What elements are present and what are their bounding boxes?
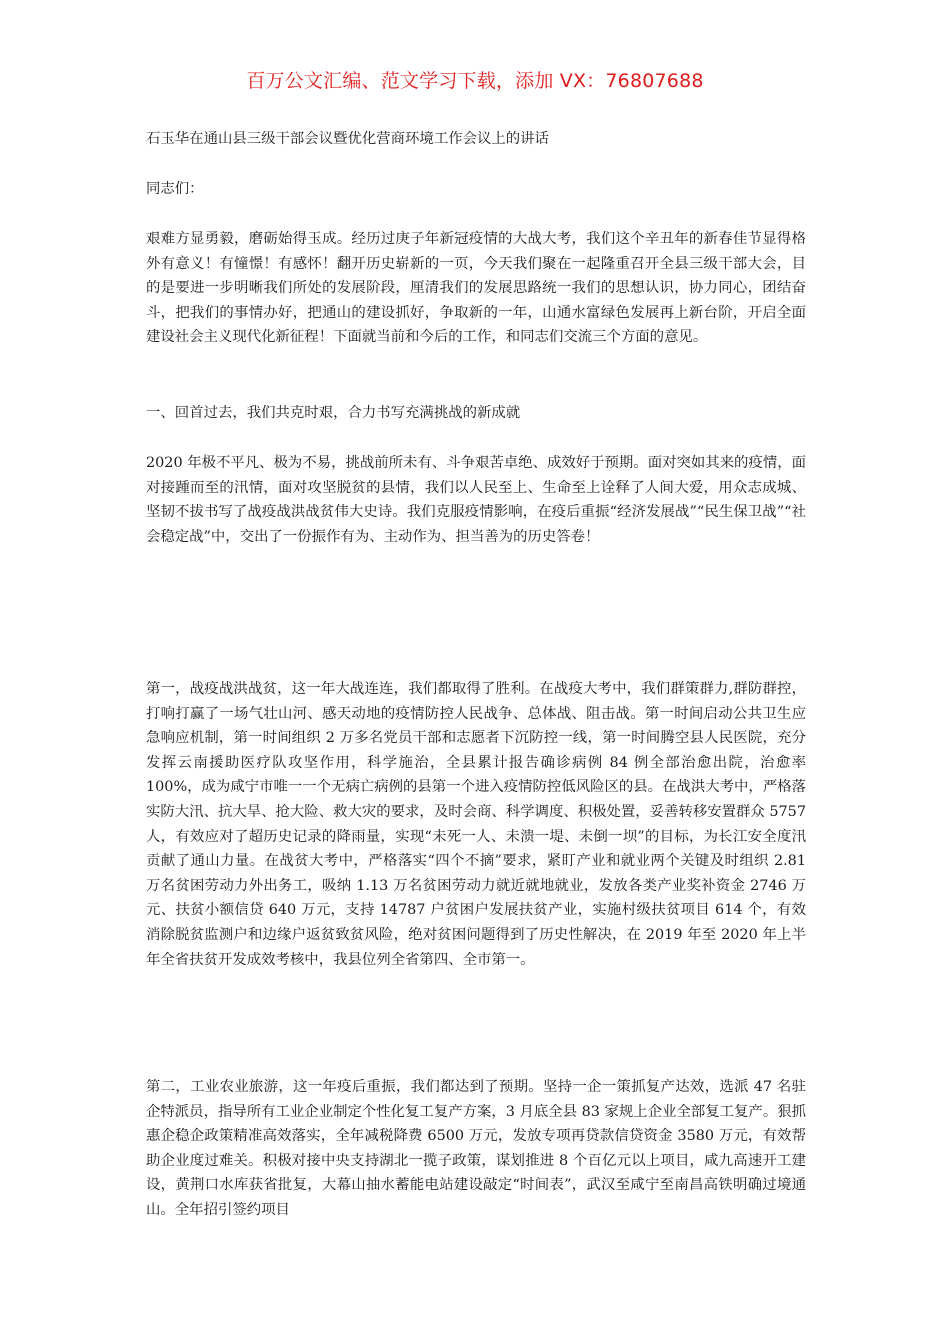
section-heading-1: 一、回首过去，我们共克时艰，合力书写充满挑战的新成就 (146, 405, 521, 421)
paragraph-first: 第一，战疫战洪战贫，这一年大战连连，我们都取得了胜利。在战疫大考中，我们群策群力,群防群控，打响打赢了一场气壮山河、感天动地的疫情防控人民战争、总体战、阻击战。第一时间启动公共卫生应急响应机制，第一时间组织 2 万多名党员干部和志愿者下沉防控一线，第一时间腾空县人民医院，充分发挥云南援助医疗队攻坚作用，科学施治，全县累计报告确诊病例 84 例全部治愈出院，治愈率 100%，成为咸宁市唯一一个无病亡病例的县第一个进入疫情防控低风险区的县。在战洪大考中，严格落实防大汛、抗大旱、抢大险、救大灾的要求，及时会商、科学调度、积极处置，妥善转移安置群众 5757 人，有效应对了超历史记录的降雨量，实现“未死一人、未溃一堤、未倒一坝”的目标，为长江安全度汛贡献了通山力量。在战贫大考中，严格落实“四个不摘”要求，紧盯产业和就业两个关键及时组织 2.81 万名贫困劳动力外出务工，吸纳 1.13 万名贫困劳动力就近就地就业，发放各类产业奖补资金 2746 万元、扶贫小额信贷 640 万元，支持 14787 户贫困户发展扶贫产业，实施村级扶贫项目 614 个，有效消除脱贫监测户和边缘户返贫致贫风险，绝对贫困问题得到了历史性解决，在 2019 年至 2020 年上半年全省扶贫开发成效考核中，我县位列全省第四、全市第一。 (146, 681, 806, 968)
promo-banner: 百万公文汇编、范文学习下载，添加 VX：76807688 (246, 70, 704, 92)
greeting: 同志们： (146, 181, 204, 197)
intro-paragraph: 艰难方显勇毅，磨砺始得玉成。经历过庚子年新冠疫情的大战大考，我们这个辛丑年的新春佳节显得格外有意义！有憧憬！有感怀！翻开历史崭新的一页，今天我们聚在一起隆重召开全县三级干部大会，目的是要进一步明晰我们所处的发展阶段，厘清我们的发展思路统一我们的思想认识，协力同心，团结奋斗，把我们的事情办好，把通山的建设抓好，争取新的一年，山通水富绿色发展再上新台阶，开启全面建设社会主义现代化新征程！下面就当前和今后的工作，和同志们交流三个方面的意见。 (146, 231, 806, 346)
paragraph-second: 第二，工业农业旅游，这一年疫后重振，我们都达到了预期。坚持一企一策抓复产达效，选派 47 名驻企特派员，指导所有工业企业制定个性化复工复产方案，3 月底全县 83 家规上企业全部复工复产。狠抓惠企稳企政策精准高效落实，全年减税降费 6500 万元，发放专项再贷款信贷资金 3580 万元，有效帮助企业度过难关。积极对接中央支持湖北一揽子政策，谋划推进 8 个百亿元以上项目，咸九高速开工建设，黄荆口水库获省批复，大幕山抽水蓄能电站建设敲定“时间表”，武汉至咸宁至南昌高铁明确过境通山。全年招引签约项目 (146, 1079, 806, 1218)
document-title: 石玉华在通山县三级干部会议暨优化营商环境工作会议上的讲话 (146, 131, 549, 147)
section1-paragraph: 2020 年极不平凡、极为不易，挑战前所未有、斗争艰苦卓绝、成效好于预期。面对突如其来的疫情，面对接踵而至的汛情，面对攻坚脱贫的县情，我们以人民至上、生命至上诠释了人间大爱，用众志成城、坚韧不拔书写了战疫战洪战贫伟大史诗。我们克服疫情影响，在疫后重振“经济发展战”“民生保卫战”“社会稳定战”中，交出了一份振作有为、主动作为、担当善为的历史答卷！ (146, 455, 806, 545)
